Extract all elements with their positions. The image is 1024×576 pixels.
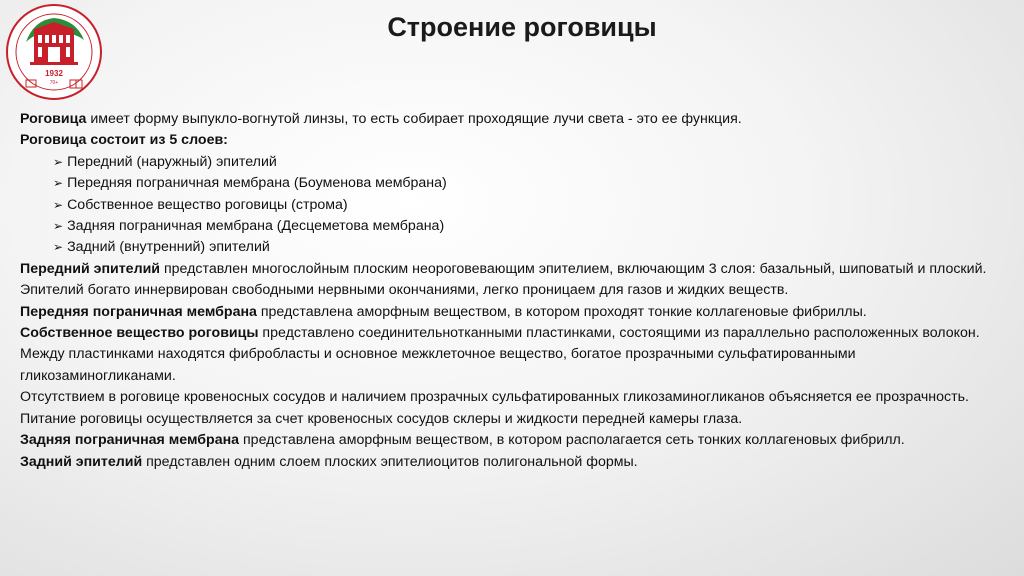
intro-bold: Роговица xyxy=(20,111,87,127)
list-item: ➢ Задний (внутренний) эпителий xyxy=(53,239,270,256)
detail-paragraph: Отсутствием в роговице кровеносных сосудов и наличием прозрачных сульфатированных гликозаминогликанов объясняется ее прозрачность. xyxy=(20,389,969,406)
arrow-bullet-icon: ➢ xyxy=(53,240,64,255)
arrow-bullet-icon: ➢ xyxy=(53,176,64,191)
layers-heading-bold: Роговица состоит из 5 слоев: xyxy=(20,132,228,149)
arrow-bullet-icon: ➢ xyxy=(53,154,64,169)
layers-list xyxy=(20,152,1010,259)
slide-content xyxy=(20,109,1010,473)
arrow-bullet-icon: ➢ xyxy=(53,219,64,234)
list-item: ➢ Задняя пограничная мембрана (Десцеметова мембрана) xyxy=(53,218,445,235)
list-item: ➢ Передний (наружный) эпителий xyxy=(53,153,277,170)
intro-paragraph xyxy=(20,109,1010,130)
detail-paragraph: Собственное вещество роговицы представлено соединительнотканными пластинками, состоящими из параллельно расположенных волокон. xyxy=(20,325,980,342)
layers-heading xyxy=(20,130,1010,151)
arrow-bullet-icon: ➢ xyxy=(53,197,64,212)
logo-year: 1932 xyxy=(45,69,63,78)
list-item: ➢ Передняя пограничная мембрана (Боуменова мембрана) xyxy=(53,175,447,192)
detail-paragraph: Питание роговицы осуществляется за счет кровеносных сосудов склеры и жидкости передней камеры глаза. xyxy=(20,410,743,427)
detail-paragraph: Передний эпителий представлен многослойным плоским неороговевающим эпителием, включающим 3 слоя: базальный, шиповатый и плоский. Эпителий богато иннервирован свободными нервными окончаниями, легко проницаем для газов и жидких веществ. xyxy=(20,260,987,299)
detail-paragraph: Задний эпителий представлен одним слоем плоских эпителиоцитов полигональной формы. xyxy=(20,453,638,470)
list-item: ➢ Собственное вещество роговицы (строма) xyxy=(53,196,348,213)
logo-badge: 70+ xyxy=(49,80,59,86)
intro-text: имеет форму выпукло-вогнутой линзы, то есть собирает проходящие лучи света - это ее функция. xyxy=(86,111,742,127)
page-title: Строение роговицы xyxy=(387,12,657,42)
detail-paragraph: Между пластинками находятся фибробласты и основное межклеточное вещество, богатое прозрачными сульфатированными гликозаминогликанами. xyxy=(20,346,856,384)
detail-paragraph: Передняя пограничная мембрана представлена аморфным веществом, в котором проходят тонкие коллагеновые фибриллы. xyxy=(20,303,867,320)
detail-paragraph: Задняя пограничная мембрана представлена аморфным веществом, в котором располагается сеть тонких коллагеновых фибрилл. xyxy=(20,432,905,449)
